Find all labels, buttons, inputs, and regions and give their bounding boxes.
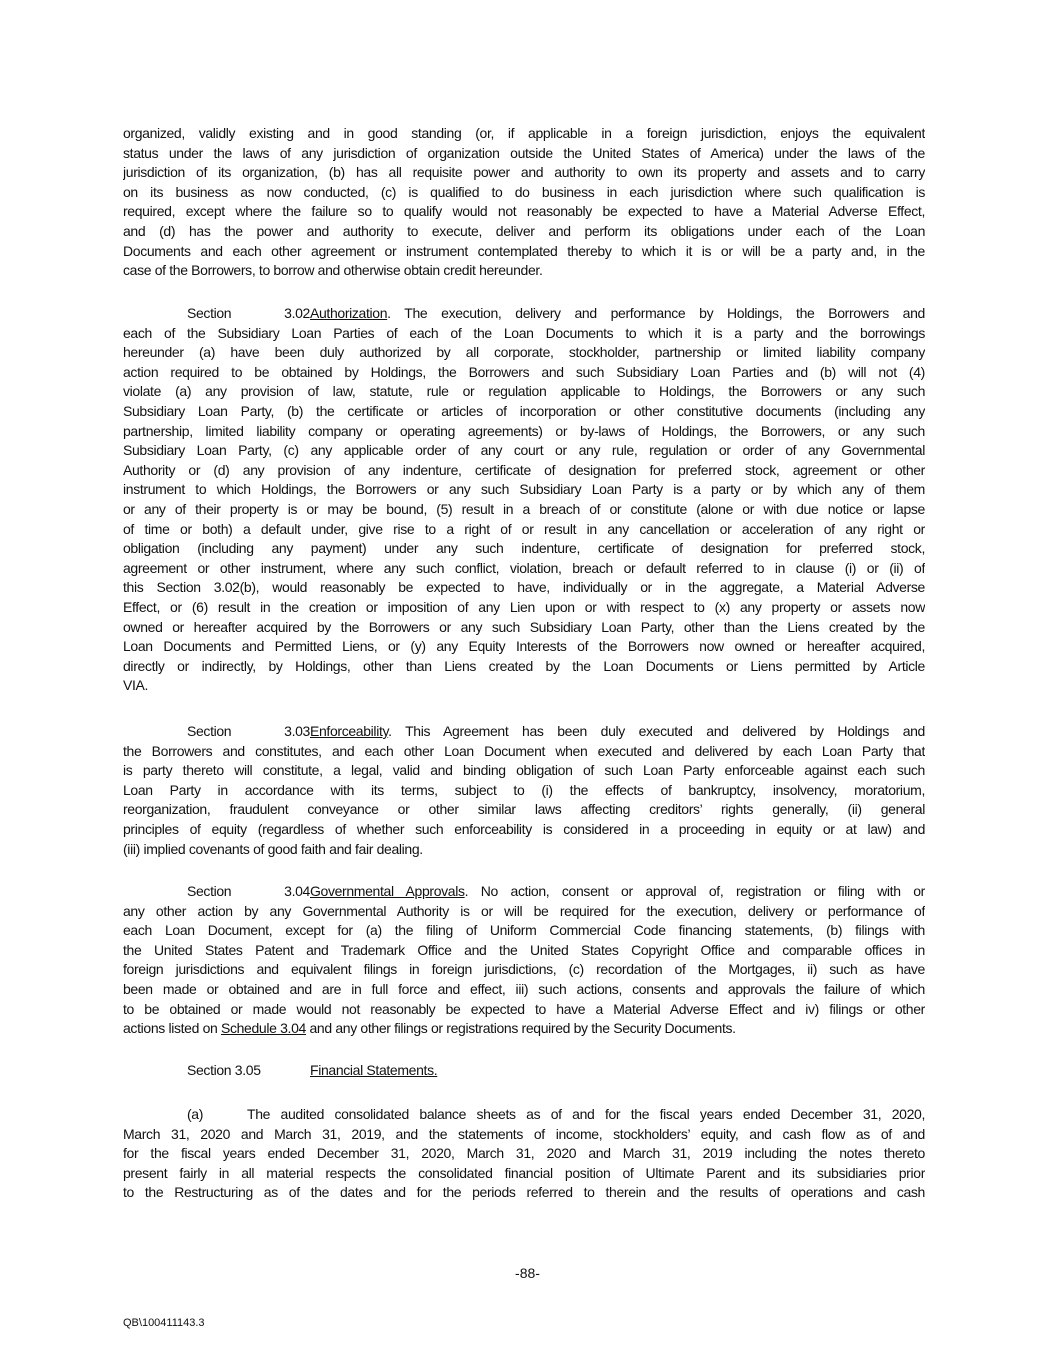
text-line: March 31, 2020 and March 31, 2019, and the statements of income, stockholders’ equity, and cash flow as of and [123, 1125, 925, 1142]
text-line: organized, validly existing and in good standing (or, if applicable in a foreign jurisdiction, enjoys the equivalent [123, 125, 925, 141]
text-line: to be obtained or made would not reasonably be expected to have a Material Adverse Effect and iv) filings or other [123, 1000, 925, 1017]
line-text: The execution, delivery and performance by Holdings, the Borrowers and [390, 305, 925, 321]
text-line: case of the Borrowers, to borrow and otherwise obtain credit hereunder. [123, 262, 543, 279]
text-line: Documents and each other agreement or instrument contemplated thereby to which it is or will be a party and, in the [123, 242, 925, 259]
section-title: Authorization [310, 305, 388, 321]
text-line: and (d) has the power and authority to execute, deliver and perform its obligations under each of the Loan [123, 222, 925, 239]
text-line: Authority or (d) any provision of any indenture, certificate of designation for preferred stock, agreement or other [123, 461, 925, 478]
section-3-05-a [123, 1105, 925, 1203]
section-title: Governmental Approvals [310, 883, 465, 899]
text-line: principles of equity (regardless of whether such enforceability is considered in a proceeding in equity or at law) and [123, 820, 925, 837]
text-line: agreement or other instrument, where any such conflict, violation, breach or default referred to in clause (i) or (ii) of [123, 559, 925, 576]
last-line [123, 1019, 925, 1039]
text-line: (iii) implied covenants of good faith and fair dealing. [123, 840, 423, 857]
text-line: the United States Patent and Trademark Office and the United States Copyright Office and comparable offices in [123, 941, 925, 958]
text-line: each of the Subsidiary Loan Parties of each of the Loan Documents to which it is a party and the borrowings [123, 324, 925, 341]
first-line [123, 1061, 925, 1081]
schedule-reference[interactable]: Schedule 3.04 [220, 1020, 306, 1037]
text-line: action required to be obtained by Holdings, the Borrowers and such Subsidiary Loan Parties and (b) will not (4) [123, 363, 925, 380]
text-line: for the fiscal years ended December 31, 2020, March 31, 2020 and March 31, 2019 including the notes thereto [123, 1145, 925, 1162]
title-period: . [387, 305, 391, 321]
text-line: of time or both) a default under, give rise to a right of or result in any cancellation or acceleration of any right or [123, 520, 925, 537]
text-line: Effect, or (6) result in the creation or imposition of any Lien upon or with respect to (x) any property or assets now [123, 598, 925, 615]
text-line: Loan Party in accordance with its terms, subject to (i) the effects of bankruptcy, insolvency, moratorium, [123, 781, 925, 798]
text-line: foreign jurisdictions and equivalent filings in foreign jurisdictions, (c) recordation of the Mortgages, ii) such as have [123, 961, 925, 978]
section-title: Financial Statements. [310, 1062, 438, 1078]
text-line: Subsidiary Loan Party, (c) any applicable order of any court or any rule, regulation or order of any Governmental [123, 442, 925, 459]
section-number: Section 3.04 [187, 883, 310, 899]
title-period: . [464, 883, 469, 899]
first-line [123, 304, 925, 324]
section-3-04-governmental-approvals [123, 882, 925, 1039]
line-text: This Agreement has been duly executed and delivered by Holdings and [391, 723, 925, 739]
text-line: Subsidiary Loan Party, (b) the certificate or articles of incorporation or other constitutive documents (including any [123, 402, 925, 419]
section-title: Enforceability [310, 723, 389, 739]
text-line: any other action by any Governmental Authority is or will be required for the execution, delivery or performance of [123, 902, 925, 919]
section-number: Section 3.03 [187, 723, 310, 739]
line-text: actions listed on [123, 1020, 221, 1037]
text-line: obligation (including any payment) under any such indenture, certificate of designation for preferred stock, [123, 540, 925, 557]
section-number: Section 3.02 [187, 305, 310, 321]
text-line: the Borrowers and constitutes, and each other Loan Document when executed and delivered by each Loan Party that [123, 742, 925, 759]
text-line: present fairly in all material respects the consolidated financial position of Ultimate Parent and its subsidiaries prior [123, 1164, 925, 1181]
text-line: status under the laws of any jurisdiction of organization outside the United States of America) under the laws of the [123, 144, 925, 161]
line-text: No action, consent or approval of, registration or filing with or [468, 883, 925, 899]
text-line: directly or indirectly, by Holdings, other than Liens created by the Loan Documents or Liens permitted by Article [123, 657, 925, 674]
text-line: partnership, limited liability company or operating agreements) or by-laws of Holdings, the Borrowers, or any such [123, 422, 925, 439]
page-number: -88- [515, 1265, 540, 1281]
text-line: required, except where the failure so to qualify would not reasonably be expected to have a Material Adverse Effect, [123, 203, 925, 220]
first-line [123, 722, 925, 742]
text-line: Loan Documents and Permitted Liens, or (y) any Equity Interests of the Borrowers now owned or hereafter acquired, [123, 638, 925, 655]
line-text: The audited consolidated balance sheets as of and for the fiscal years ended December 31, 2020, [247, 1106, 925, 1122]
section-number: Section 3.05 [187, 1062, 261, 1078]
document-id: QB\100411143.3 [123, 1317, 205, 1329]
text-line: each Loan Document, except for (a) the filing of Uniform Commercial Code financing statements, (b) filings with [123, 922, 925, 939]
text-line: on its business as now conducted, (c) is qualified to do business in each jurisdiction where such qualification is [123, 183, 925, 200]
section-3-02-authorization [123, 304, 925, 696]
text-line: VIA. [123, 677, 149, 694]
text-line: owned or hereafter acquired by the Borrowers or any such Subsidiary Loan Party, other than the Liens created by the [123, 618, 925, 635]
text-line: jurisdiction of its organization, (b) has all requisite power and authority to own its property and assets and to carry [123, 164, 925, 181]
text-line: hereunder (a) have been duly authorized by all corporate, stockholder, partnership or limited liability company [123, 344, 925, 361]
text-line: this Section 3.02(b), would reasonably be expected to have, individually or in the aggregate, a Material Adverse [123, 579, 925, 596]
text-line: reorganization, fraudulent conveyance or other similar laws affecting creditors’ rights generally, (ii) general [123, 801, 925, 818]
paragraph-continuation [123, 124, 925, 281]
section-3-05-financial-statements [123, 1061, 925, 1081]
text-line: been made or obtained and are in full force and effect, iii) such actions, consents and approvals the failure of which [123, 980, 925, 997]
title-period: . [388, 723, 392, 739]
text-line: is party thereto will constitute, a legal, valid and binding obligation of such Loan Party enforceable against each such [123, 762, 925, 779]
section-3-03-enforceability [123, 722, 925, 859]
text-line: or any of their property is or may be bound, (5) result in a breach of or constitute (alone or with due notice or lapse [123, 500, 925, 517]
text-line: violate (a) any provision of law, statute, rule or regulation applicable to Holdings, the Borrowers or any such [123, 383, 925, 400]
text-line: instrument to which Holdings, the Borrowers or any such Subsidiary Loan Party is a party or by which any of them [123, 481, 925, 498]
line-text: and any other filings or registrations required by the Security Documents. [305, 1020, 736, 1037]
clause-label: (a) [187, 1106, 204, 1122]
first-line [123, 882, 925, 902]
text-line: to the Restructuring as of the dates and for the periods referred to therein and the results of operations and cash [123, 1184, 925, 1201]
first-line [123, 1105, 925, 1125]
